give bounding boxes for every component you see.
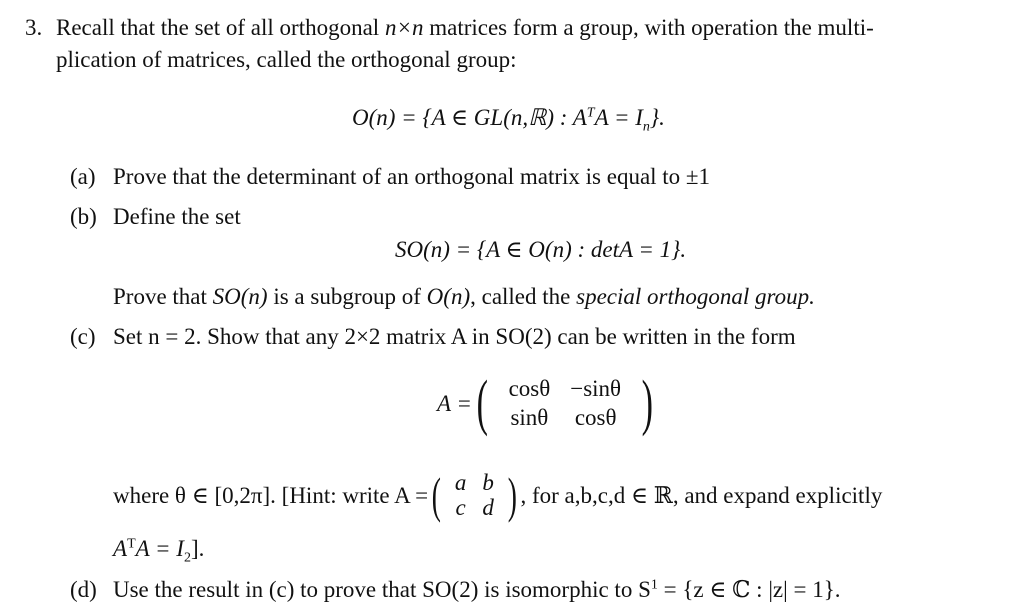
right-paren: ) [507, 467, 517, 523]
matrix-cell: a [454, 470, 467, 495]
matrix-cell: cosθ [574, 405, 617, 430]
special-orthogonal-definition: SO(n) = {A ∈ O(n) : detA = 1}. [395, 237, 687, 262]
left-paren: ( [431, 467, 442, 523]
hint-matrix [447, 470, 502, 520]
rotation-matrix-entries [499, 374, 632, 432]
rotation-matrix [437, 369, 658, 437]
problem-intro-line1: Recall that the set of all orthogonal n×n matrices form a group, with operation the multi- [56, 15, 874, 40]
hint-suffix: , for a,b,c,d ∈ ℝ, and expand explicitly [520, 482, 883, 508]
problem-number: 3. [25, 15, 43, 40]
part-b-label: (b) [70, 204, 97, 229]
matrix-cell: cosθ [508, 376, 551, 401]
part-d-label: (d) [70, 577, 97, 602]
left-paren: ( [476, 369, 488, 437]
matrix-lhs: A = [437, 390, 472, 416]
part-b-text: Define the set [113, 204, 241, 229]
part-c-hint [113, 467, 883, 523]
part-a-label: (a) [70, 164, 96, 189]
matrix-cell: d [482, 495, 494, 520]
hint-prefix: where θ ∈ [0,2π]. [Hint: write A = [113, 482, 429, 508]
orthogonal-group-definition: O(n) = {A ∈ GL(n,ℝ) : $A^TA = I_n$}. [352, 105, 665, 135]
part-c-label: (c) [70, 324, 96, 349]
part-a-text: Prove that the determinant of an orthogonal matrix is equal to ±1 [113, 164, 711, 189]
part-d-text: Use the result in (c) to prove that SO(2) is isomorphic to $S^1 = \{z$ ∈ ℂ : |z| = 1}. [113, 577, 841, 602]
part-c-hint-end: $A^TA = I_2$]. [113, 536, 205, 566]
right-paren: ) [641, 369, 654, 437]
matrix-cell: c [455, 495, 466, 520]
part-c-text: Set n = 2. Show that any 2×2 matrix A in SO(2) can be written in the form [113, 324, 796, 349]
matrix-cell: −sinθ [570, 376, 622, 401]
matrix-cell: b [482, 470, 494, 495]
problem-intro-line2: plication of matrices, called the orthogonal group: [56, 47, 517, 72]
matrix-cell: sinθ [510, 405, 549, 430]
part-b-prove: Prove that SO(n) is a subgroup of O(n), called the special orthogonal group. [113, 284, 815, 309]
